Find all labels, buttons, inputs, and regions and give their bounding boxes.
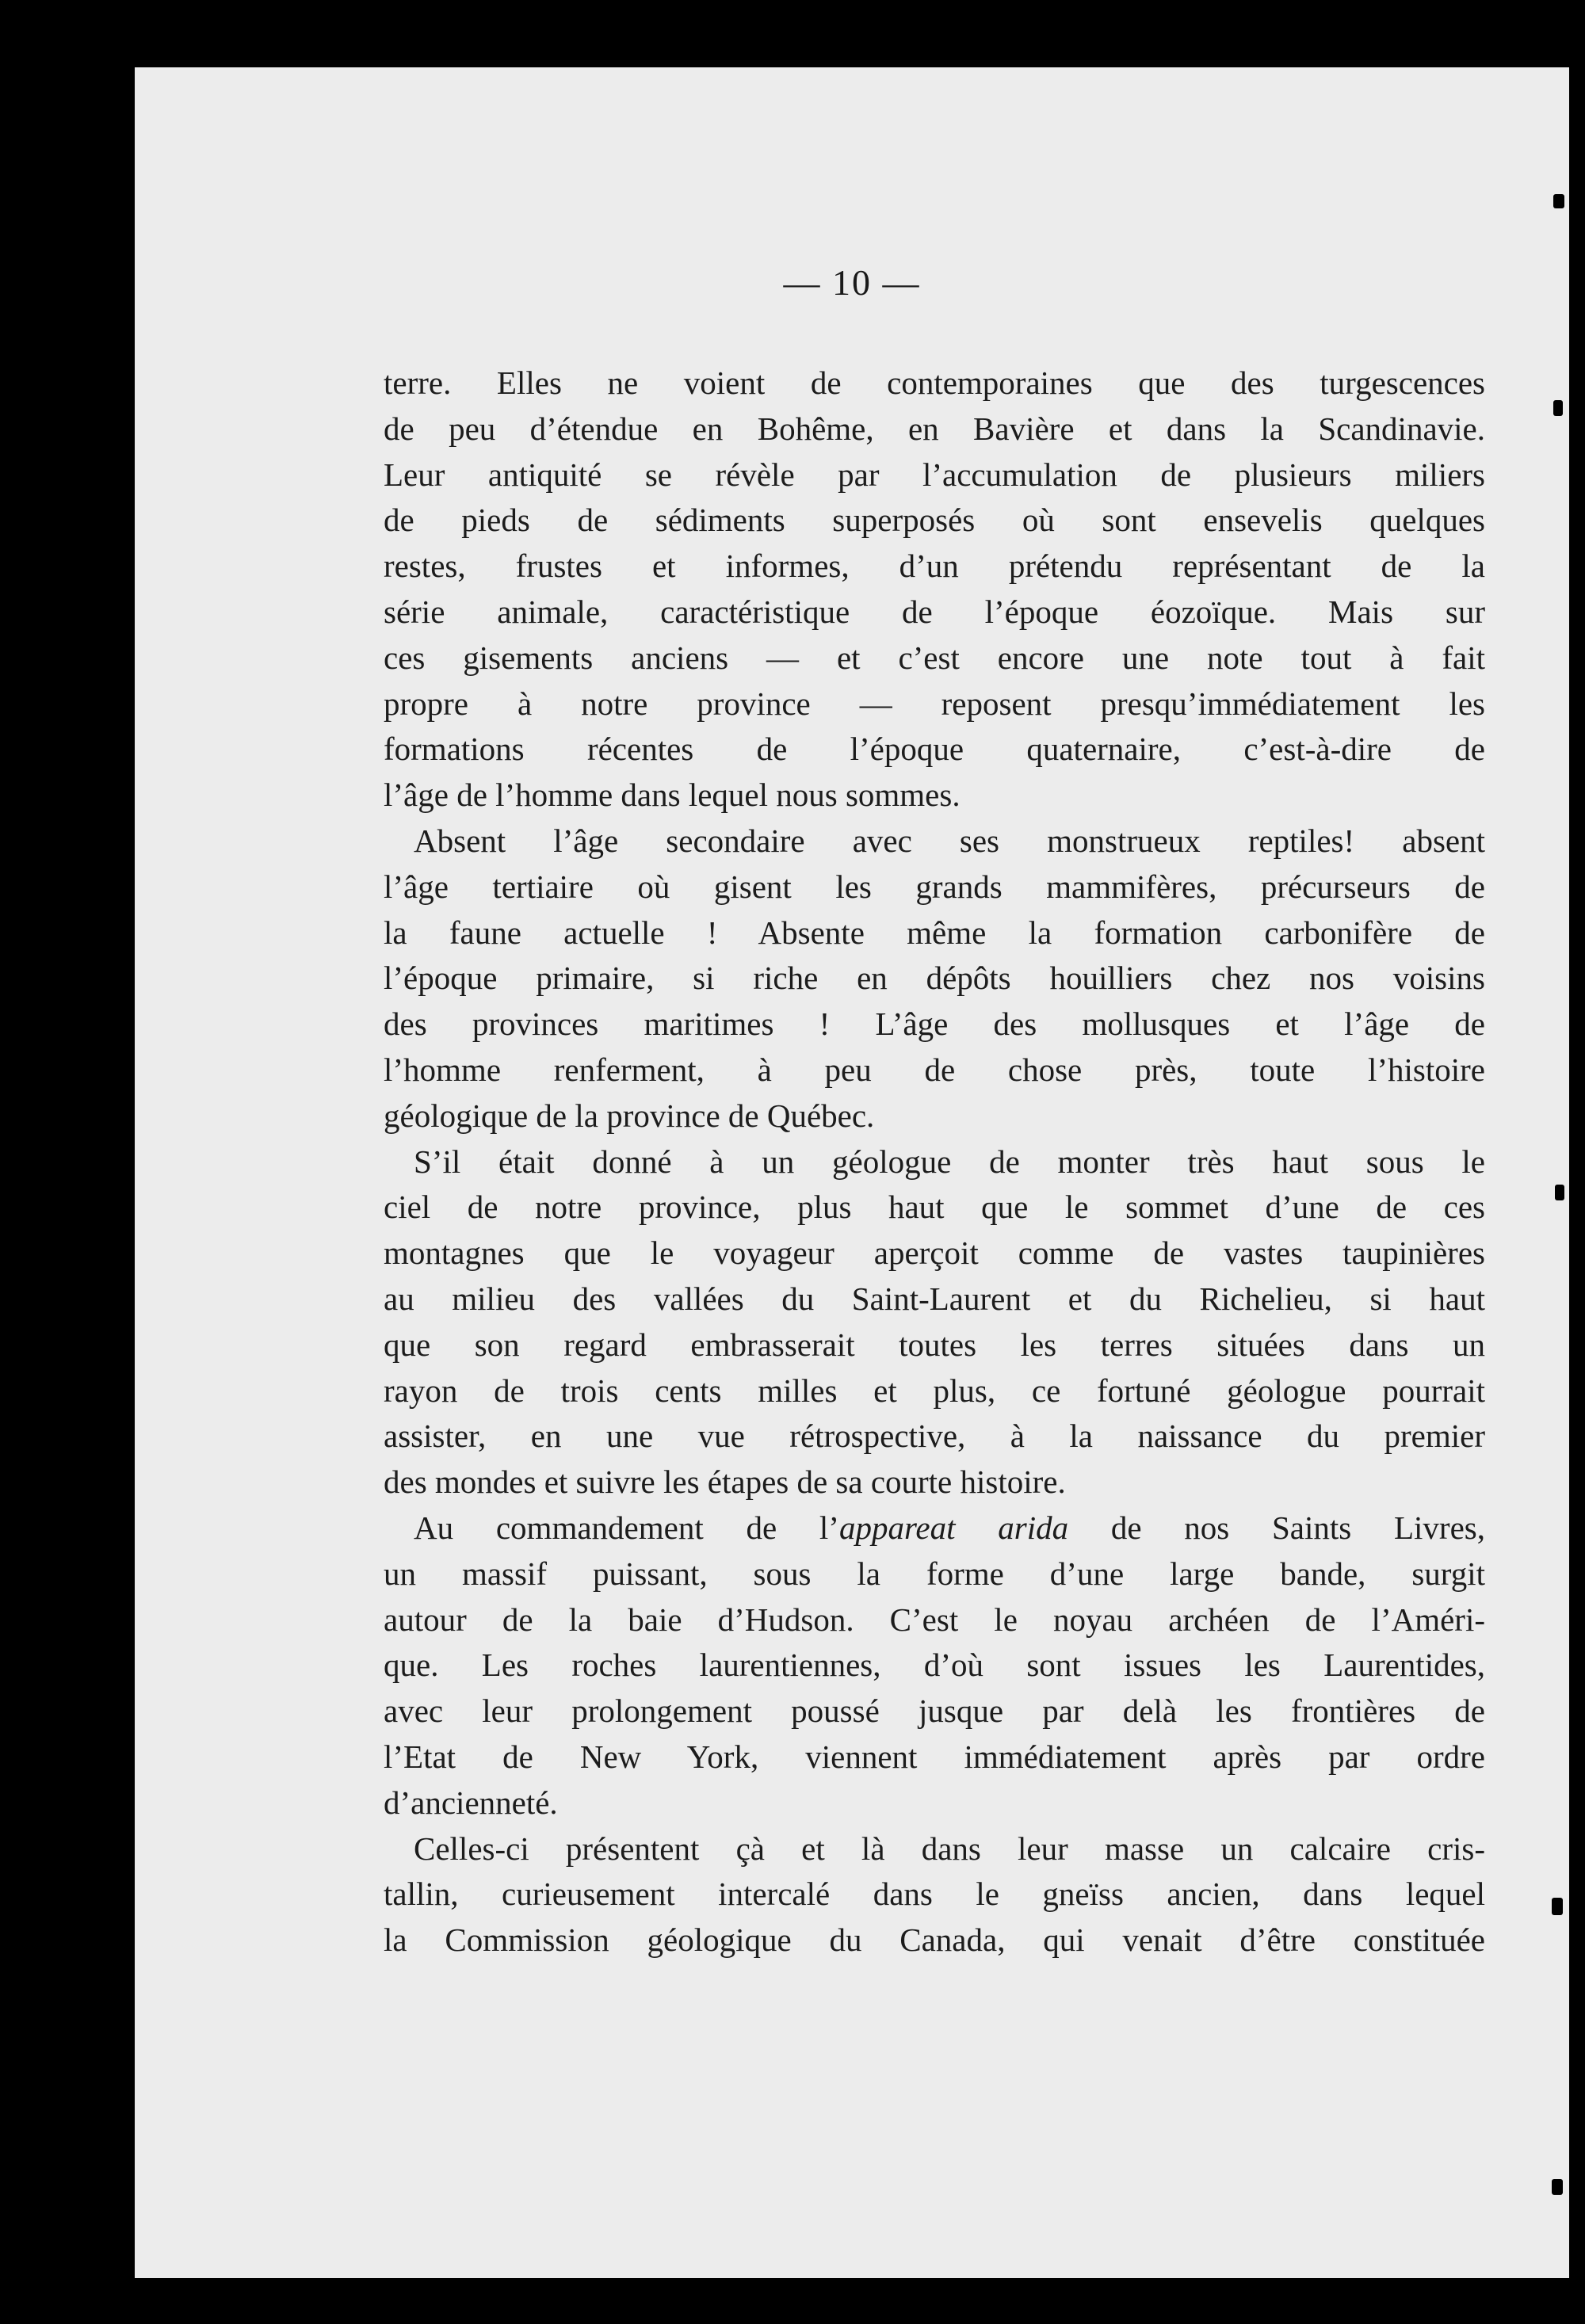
text-line: Absent l’âge secondaire avec ses monstrueux reptiles! absent [414, 822, 1485, 859]
text-line: ciel de notre province, plus haut que le sommet d’une de ces [384, 1189, 1485, 1226]
scan-artifact-mark [1553, 194, 1564, 208]
text-line: géologique de la province de Québec. [384, 1097, 875, 1134]
text-line: montagnes que le voyageur aperçoit comme de vastes taupinières [384, 1235, 1485, 1272]
text-line: d’ancienneté. [384, 1784, 558, 1821]
paragraph-2 [384, 819, 1485, 1139]
paragraph-1 [384, 361, 1485, 819]
text-line: S’il était donné à un géologue de monter très haut sous le [414, 1143, 1485, 1180]
text-line: de pieds de sédiments superposés où sont ensevelis quelques [384, 502, 1485, 539]
paragraph-5 [384, 1826, 1485, 1963]
text-line: tallin, curieusement intercalé dans le gneïss ancien, dans lequel [384, 1876, 1485, 1913]
text-line: Celles-ci présentent çà et là dans leur masse un calcaire cris- [414, 1830, 1485, 1867]
scan-artifact-mark [1552, 2179, 1563, 2195]
text-line: que. Les roches laurentiennes, d’où sont issues les Laurentides, [384, 1647, 1485, 1684]
scan-artifact-mark [1555, 1185, 1564, 1200]
text-line: la faune actuelle ! Absente même la formation carbonifère de [384, 914, 1485, 951]
page-number: — 10 — [783, 262, 921, 303]
text-line: l’Etat de New York, viennent immédiatement après par ordre [384, 1738, 1485, 1775]
text-line: autour de la baie d’Hudson. C’est le noyau archéen de l’Améri- [384, 1601, 1485, 1638]
text-line: l’époque primaire, si riche en dépôts houilliers chez nos voisins [384, 960, 1485, 997]
text-line: au milieu des vallées du Saint-Laurent et du Richelieu, si haut [384, 1280, 1485, 1317]
text-line: Leur antiquité se révèle par l’accumulation de plusieurs miliers [384, 456, 1485, 493]
scan-artifact-mark [1552, 1898, 1563, 1915]
text-run: Au commandement de l’ [414, 1509, 839, 1546]
scan-artifact-mark [1553, 400, 1563, 416]
text-line: l’âge de l’homme dans lequel nous sommes. [384, 777, 961, 814]
text-line: que son regard embrasserait toutes les terres situées dans un [384, 1326, 1485, 1363]
text-line: terre. Elles ne voient de contemporaines que des turgescences [384, 364, 1485, 401]
scan-artifact-mark [89, 269, 116, 301]
text-line: assister, en une vue rétrospective, à la naissance du premier [384, 1418, 1485, 1455]
text-line: l’homme renferment, à peu de chose près, toute l’histoire [384, 1051, 1485, 1088]
text-line: l’âge tertiaire où gisent les grands mammifères, précurseurs de [384, 868, 1485, 905]
text-line: de peu d’étendue en Bohême, en Bavière et dans la Scandinavie. [384, 410, 1485, 447]
text-line: des mondes et suivre les étapes de sa courte histoire. [384, 1463, 1066, 1501]
page-body-text [384, 361, 1485, 1963]
paragraph-3 [384, 1139, 1485, 1505]
book-page [135, 67, 1569, 2278]
text-line: ces gisements anciens — et c’est encore une note tout à fait [384, 639, 1485, 676]
text-line: la Commission géologique du Canada, qui venait d’être constituée [384, 1921, 1485, 1959]
text-line: des provinces maritimes ! L’âge des mollusques et l’âge de [384, 1006, 1485, 1043]
text-line: formations récentes de l’époque quaternaire, c’est-à-dire de [384, 731, 1485, 768]
paragraph-4 [384, 1505, 1485, 1826]
text-line: série animale, caractéristique de l’époque éozoïque. Mais sur [384, 593, 1485, 630]
text-line [384, 1505, 1485, 1551]
text-line: avec leur prolongement poussé jusque par delà les frontières de [384, 1692, 1485, 1730]
latin-quote: appareat arida [838, 1509, 1069, 1546]
text-line: restes, frustes et informes, d’un prétendu représentant de la [384, 548, 1485, 585]
text-run: de nos Saints Livres, [1068, 1509, 1485, 1546]
text-line: un massif puissant, sous la forme d’une large bande, surgit [384, 1555, 1485, 1592]
text-line: propre à notre province — reposent presqu’immédiatement les [384, 685, 1485, 722]
text-line: rayon de trois cents milles et plus, ce fortuné géologue pourrait [384, 1372, 1485, 1409]
